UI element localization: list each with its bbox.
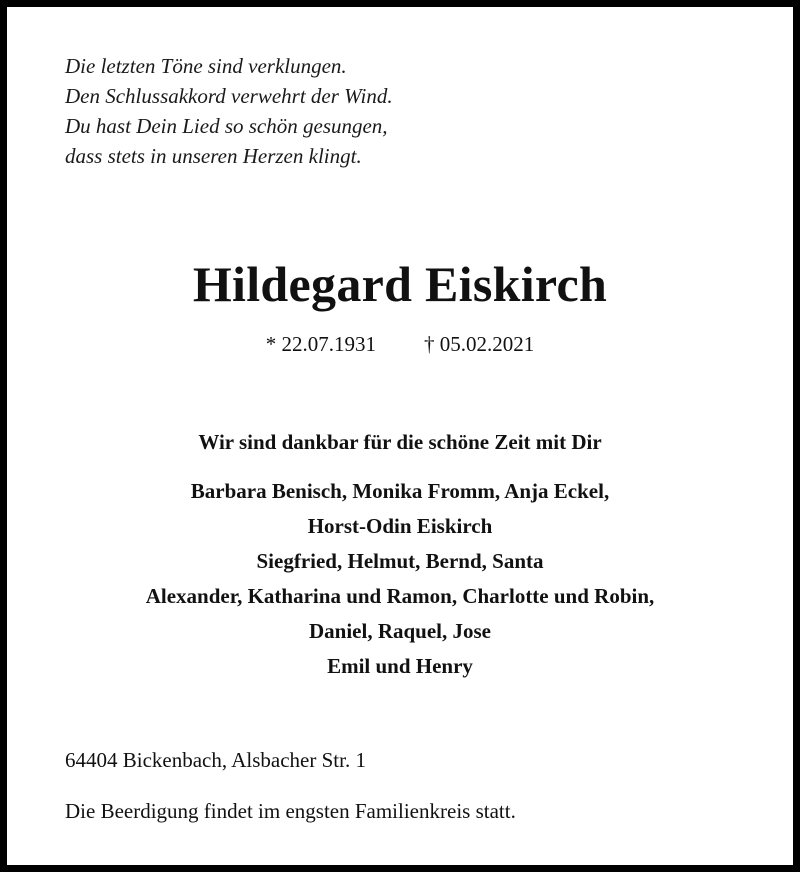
poem-line: Den Schlussakkord verwehrt der Wind. <box>65 84 393 108</box>
funeral-note: Die Beerdigung findet im engsten Familienkreis statt. <box>65 799 516 823</box>
poem-line: Du hast Dein Lied so schön gesungen, <box>65 114 388 138</box>
deceased-name: Hildegard Eiskirch <box>192 256 608 312</box>
memorial-poem <box>65 51 393 171</box>
poem-line: dass stets in unseren Herzen klingt. <box>65 144 362 168</box>
death-date: † 05.02.2021 <box>424 332 535 356</box>
mourners-list <box>7 474 793 684</box>
birth-date: * 22.07.1931 <box>265 332 376 356</box>
life-dates <box>7 329 793 359</box>
poem-line: Die letzten Töne sind verklungen. <box>65 54 347 78</box>
mourner-line: Barbara Benisch, Monika Fromm, Anja Eckel, <box>190 479 610 503</box>
mourner-line: Alexander, Katharina und Ramon, Charlotte und Robin, <box>145 584 655 608</box>
mourner-line: Horst-Odin Eiskirch <box>307 514 493 538</box>
mourner-line: Siegfried, Helmut, Bernd, Santa <box>256 549 544 573</box>
family-address: 64404 Bickenbach, Alsbacher Str. 1 <box>65 748 366 772</box>
mourner-line: Emil und Henry <box>327 654 473 678</box>
gratitude-line: Wir sind dankbar für die schöne Zeit mit Dir <box>198 430 602 454</box>
mourner-line: Daniel, Raquel, Jose <box>308 619 491 643</box>
